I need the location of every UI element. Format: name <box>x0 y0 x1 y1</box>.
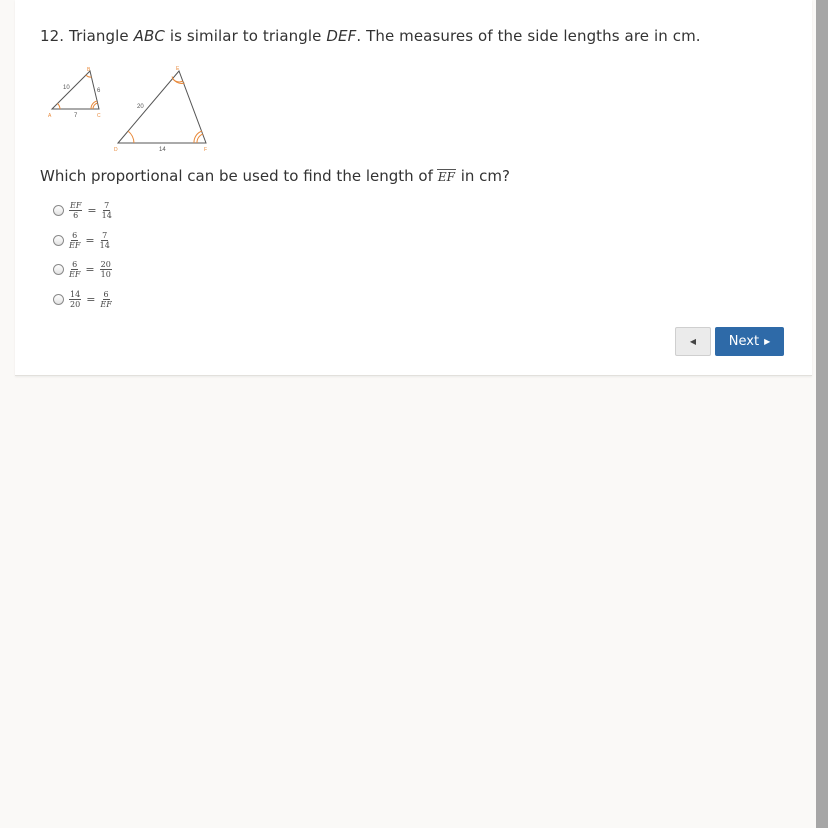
numerator: EF <box>70 201 82 211</box>
radio-button[interactable] <box>53 235 64 246</box>
radio-button[interactable] <box>53 294 64 305</box>
fraction-right <box>102 201 112 220</box>
fraction-left <box>69 231 80 250</box>
triangle-abc <box>52 71 99 109</box>
question-text-part: Triangle <box>69 27 129 45</box>
denominator: EF <box>69 240 81 250</box>
segment-ef: EF <box>437 170 455 184</box>
triangle-def-name: DEF <box>326 27 357 45</box>
fraction-right <box>100 260 112 279</box>
side-ac-length: 7 <box>74 113 78 119</box>
choice-3[interactable] <box>53 255 112 285</box>
prompt-text-part: Which proportional can be used to find the length of <box>40 167 433 185</box>
numerator: 6 <box>103 289 109 299</box>
fraction-right <box>100 290 111 309</box>
similar-triangles-figure <box>45 62 215 157</box>
question-text <box>40 27 701 45</box>
denominator: 14 <box>99 240 110 250</box>
label-c: C <box>97 113 101 119</box>
label-a: A <box>48 113 52 119</box>
fraction-right <box>100 231 110 250</box>
numerator: 7 <box>104 201 110 211</box>
angle-c-mark-2 <box>93 103 98 109</box>
question-card <box>15 0 812 376</box>
triangle-abc-name: ABC <box>133 27 165 45</box>
fraction-left <box>69 201 82 220</box>
denominator: EF <box>69 270 81 280</box>
numerator: 14 <box>70 289 81 299</box>
next-button[interactable] <box>715 327 784 356</box>
denominator: 20 <box>70 299 81 309</box>
choice-4[interactable] <box>53 285 112 315</box>
equals-sign: = <box>85 263 95 277</box>
numerator: 7 <box>102 230 108 240</box>
prompt-text-part: in cm? <box>460 167 510 185</box>
equals-sign: = <box>87 204 97 218</box>
denominator: EF <box>100 299 112 309</box>
triangle-right-icon: ▶ <box>764 337 771 346</box>
angle-d-mark <box>128 131 134 143</box>
question-text-part: is similar to triangle <box>169 27 322 45</box>
side-bc-length: 6 <box>97 88 101 94</box>
radio-button[interactable] <box>53 205 64 216</box>
choice-2[interactable] <box>53 226 112 256</box>
radio-button[interactable] <box>53 264 64 275</box>
numerator: 20 <box>100 260 111 270</box>
denominator: 10 <box>100 270 111 280</box>
side-df-length: 14 <box>159 147 166 153</box>
equals-sign: = <box>86 292 96 306</box>
label-f: F <box>204 147 208 153</box>
denominator: 14 <box>101 211 112 221</box>
fraction-left <box>69 260 80 279</box>
equals-sign: = <box>85 233 95 247</box>
window-edge <box>816 0 828 828</box>
question-text-part: . The measures of the side lengths are in cm. <box>356 27 701 45</box>
next-button-label: Next <box>728 334 760 349</box>
label-e: E <box>176 66 180 72</box>
triangle-left-icon: ◀ <box>689 337 697 346</box>
label-d: D <box>114 147 118 153</box>
triangle-def <box>118 71 206 143</box>
label-b: B <box>87 67 91 73</box>
angle-f-mark-2 <box>197 134 203 143</box>
previous-button[interactable] <box>675 327 711 356</box>
choice-1[interactable] <box>53 196 112 226</box>
numerator: 6 <box>72 260 78 270</box>
angle-a-mark <box>58 104 61 110</box>
denominator: 6 <box>73 211 79 221</box>
numerator: 6 <box>72 230 78 240</box>
question-number: 12. <box>40 27 65 45</box>
answer-choices <box>53 196 112 314</box>
fraction-left <box>69 290 81 309</box>
side-ab-length: 10 <box>63 85 70 91</box>
side-de-length: 20 <box>137 104 144 110</box>
prompt-text <box>40 167 510 185</box>
